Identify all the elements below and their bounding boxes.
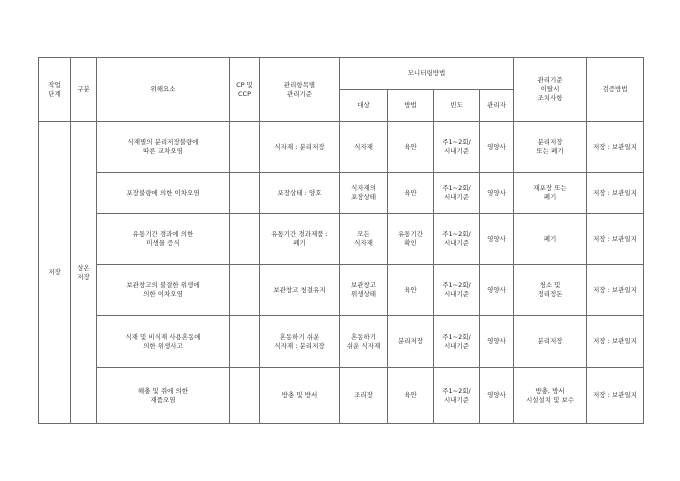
header-verification: 검증방법 <box>587 58 644 122</box>
header-row-1 <box>39 58 644 90</box>
cp-cell <box>230 173 260 214</box>
frequency-cell: 주1~2회/ 시내기준 <box>434 214 480 265</box>
table-row <box>39 122 644 173</box>
manager-cell: 영양사 <box>480 173 514 214</box>
action-cell: 청소 및 정리정돈 <box>514 265 587 316</box>
target-cell: 조리장 <box>340 368 388 424</box>
verification-cell: 저장 : 보관일지 <box>587 265 644 316</box>
action-cell: 분리저장 <box>514 316 587 368</box>
standard-cell: 방충 및 방서 <box>260 368 340 424</box>
manager-cell: 영양사 <box>480 214 514 265</box>
action-cell: 분리저장 또는 폐기 <box>514 122 587 173</box>
cp-cell <box>230 368 260 424</box>
frequency-cell: 주1~2회/ 시내기준 <box>434 316 480 368</box>
standard-cell: 보관창고 청결유지 <box>260 265 340 316</box>
action-cell: 재포장 또는 폐기 <box>514 173 587 214</box>
frequency-cell: 주1~2회/ 시내기준 <box>434 173 480 214</box>
stage-cell: 저장 <box>39 122 71 424</box>
method-cell: 육안 <box>388 265 434 316</box>
manager-cell: 영양사 <box>480 122 514 173</box>
method-cell: 육안 <box>388 368 434 424</box>
header-corrective-action: 관리기준 이탈시 조치사항 <box>514 58 587 122</box>
category-cell: 상온 저장 <box>71 122 97 424</box>
hazard-cell: 포장불량에 의한 이차오염 <box>97 173 230 214</box>
table-row <box>39 368 644 424</box>
hazard-cell: 유통기간 경과에 의한 미생물 증식 <box>97 214 230 265</box>
header-control-standard: 관리항목별 관리기준 <box>260 58 340 122</box>
header-stage: 작업 단계 <box>39 58 71 122</box>
header-hazard: 위해요소 <box>97 58 230 122</box>
target-cell: 모든 식자재 <box>340 214 388 265</box>
header-monitoring: 모니터링방법 <box>340 58 514 90</box>
standard-cell: 혼동하기 쉬운 식자재 : 분리저장 <box>260 316 340 368</box>
standard-cell: 식자재 : 분리저장 <box>260 122 340 173</box>
target-cell: 식자재의 포장상태 <box>340 173 388 214</box>
manager-cell: 영양사 <box>480 265 514 316</box>
standard-cell: 유통기간 경과제품 : 폐기 <box>260 214 340 265</box>
action-cell: 방충, 방서 시설설치 및 보수 <box>514 368 587 424</box>
manager-cell: 영양사 <box>480 368 514 424</box>
header-cp-ccp: CP 및 CCP <box>230 58 260 122</box>
target-cell: 보관창고 위생상태 <box>340 265 388 316</box>
header-method: 방법 <box>388 90 434 122</box>
standard-cell: 포장상태 : 양호 <box>260 173 340 214</box>
header-manager: 관리자 <box>480 90 514 122</box>
verification-cell: 저장 : 보관일지 <box>587 173 644 214</box>
cp-cell <box>230 122 260 173</box>
verification-cell: 저장 : 보관일지 <box>587 316 644 368</box>
verification-cell: 저장 : 보관일지 <box>587 368 644 424</box>
method-cell: 육안 <box>388 173 434 214</box>
table-row <box>39 265 644 316</box>
header-target: 대상 <box>340 90 388 122</box>
action-cell: 폐기 <box>514 214 587 265</box>
method-cell: 분리저장 <box>388 316 434 368</box>
target-cell: 식자재 <box>340 122 388 173</box>
hazard-cell: 식재 및 비식재 사용혼동에 의한 위생사고 <box>97 316 230 368</box>
method-cell: 유통기간 확인 <box>388 214 434 265</box>
header-category: 구분 <box>71 58 97 122</box>
verification-cell: 저장 : 보관일지 <box>587 122 644 173</box>
hazard-cell: 식재별의 분리저장불량에 따른 교차오염 <box>97 122 230 173</box>
hazard-cell: 해충 및 쥐에 의한 재품오염 <box>97 368 230 424</box>
frequency-cell: 주1~2회/ 시내기준 <box>434 122 480 173</box>
method-cell: 육안 <box>388 122 434 173</box>
manager-cell: 영양사 <box>480 316 514 368</box>
target-cell: 혼동하기 쉬운 식자재 <box>340 316 388 368</box>
verification-cell: 저장 : 보관일지 <box>587 214 644 265</box>
haccp-storage-table <box>38 57 644 424</box>
table-row <box>39 173 644 214</box>
table-row <box>39 316 644 368</box>
cp-cell <box>230 316 260 368</box>
cp-cell <box>230 214 260 265</box>
hazard-cell: 보관창고의 불결한 위생에 의한 이차오염 <box>97 265 230 316</box>
cp-cell <box>230 265 260 316</box>
table-row <box>39 214 644 265</box>
frequency-cell: 주1~2회/ 시내기준 <box>434 265 480 316</box>
frequency-cell: 주1~2회/ 시내기준 <box>434 368 480 424</box>
header-frequency: 빈도 <box>434 90 480 122</box>
